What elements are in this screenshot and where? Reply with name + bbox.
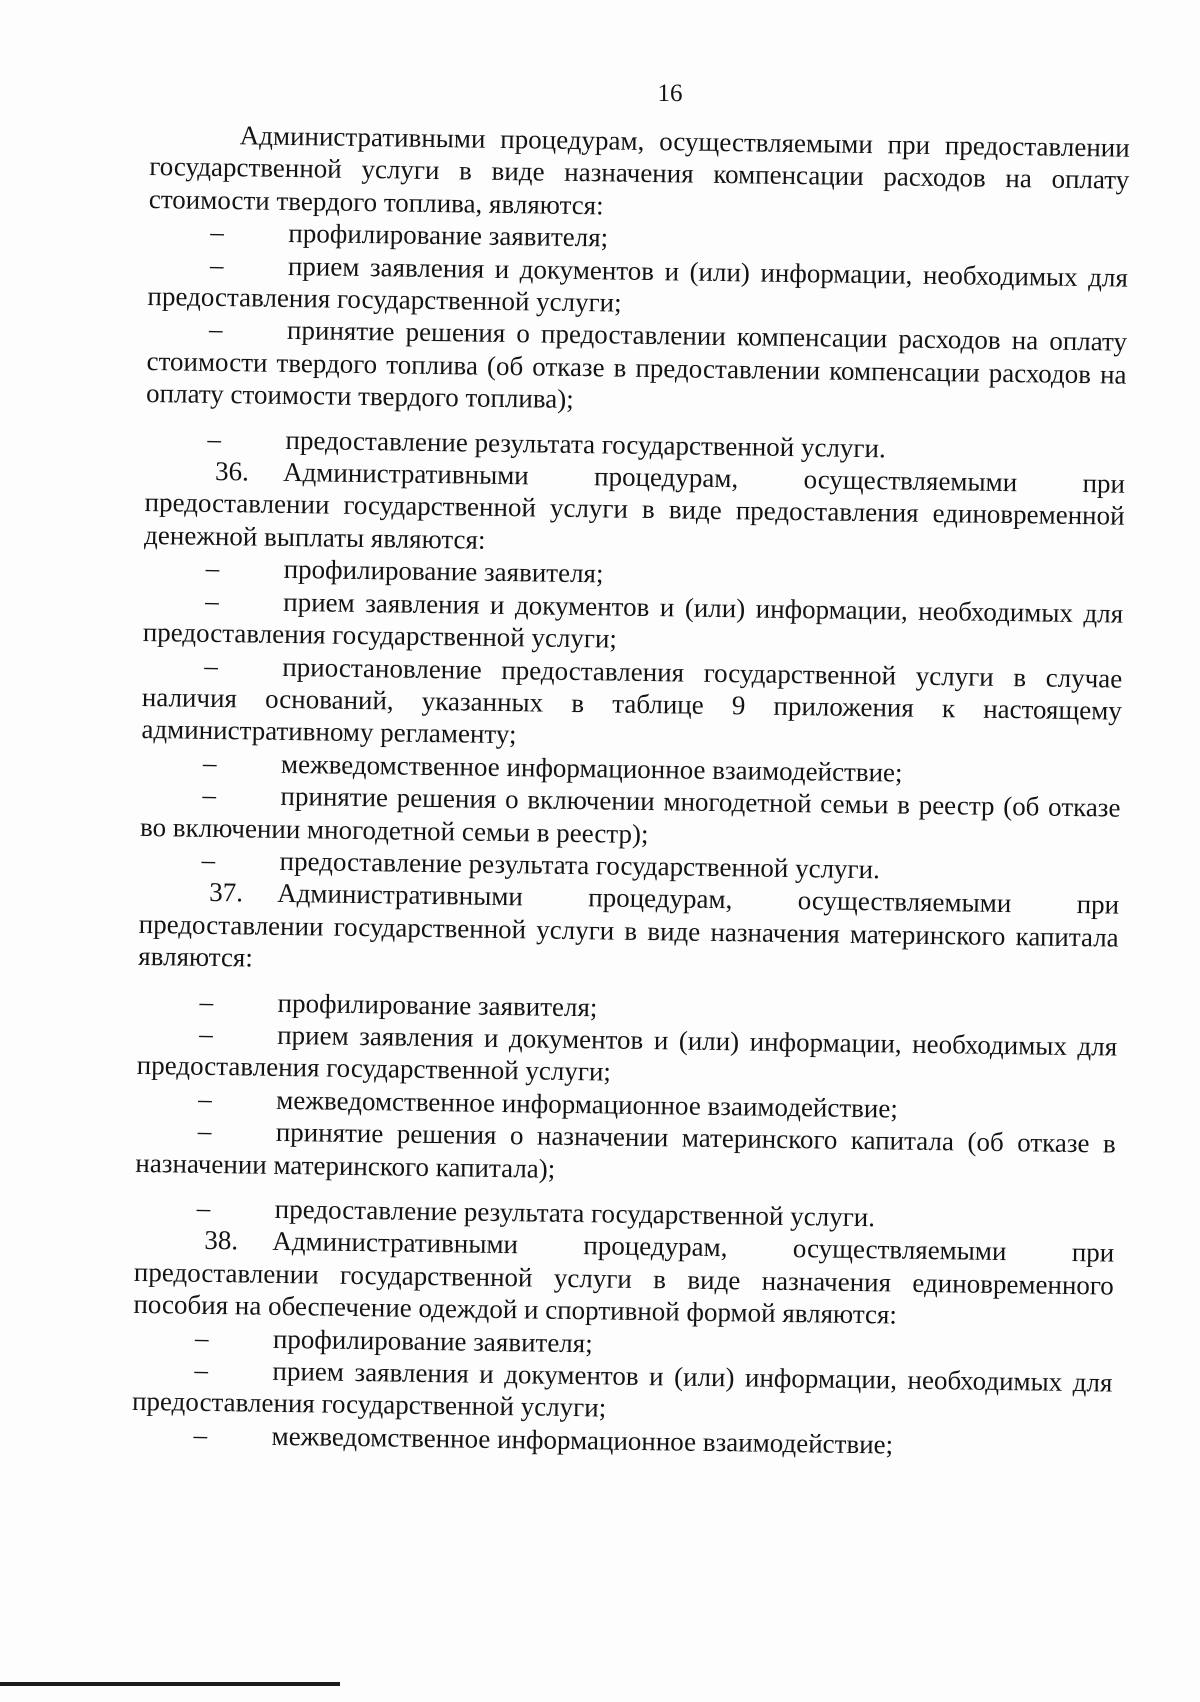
section-number: 37.: [208, 877, 244, 908]
list-item: – принятие решения о назначении материнского капитала (об отказе в назначении материнского капитала);: [135, 1115, 1116, 1184]
list-item: – профилирование заявителя;: [194, 1322, 593, 1358]
section-38: [131, 1223, 1114, 1464]
section-38-heading: 38. Административными процедурам, осуществляемыми при предоставлении государственной услуги в виде назначения единовременного пособия на обеспечение одеждой и спортивной формой являются:: [133, 1225, 1115, 1330]
section-36-heading: 36. Административными процедурам, осуществляемыми при предоставлении государственной услуги в виде предоставления единовременной денежной выплаты являются:: [143, 456, 1126, 555]
list-item: – прием заявления и документов и (или) информации, необходимых для предоставления государственной услуги;: [131, 1354, 1113, 1423]
intro-paragraph: Административными процедурам, осуществляемыми при предоставлении государственной услуги в виде назначения компенсации расходов на оплату стоимости твердого топлива, являются:: [148, 120, 1130, 221]
section-36: [139, 454, 1125, 889]
list-35: [145, 215, 1128, 468]
footer-divider: [0, 1682, 340, 1686]
list-item: – прием заявления и документов и (или) информации, необходимых для предоставления государственной услуги;: [147, 249, 1129, 318]
list-item: – межведомственное информационное взаимодействие;: [198, 1083, 899, 1124]
list-item: – прием заявления и документов и (или) информации, необходимых для предоставления государственной услуги;: [142, 585, 1124, 654]
list-item: – предоставление результата государственной услуги.: [196, 1192, 876, 1233]
section-number: 38.: [204, 1225, 239, 1256]
list-item: – прием заявления и документов и (или) информации, необходимых для предоставления государственной услуги;: [136, 1018, 1118, 1087]
document-body: [131, 118, 1130, 1464]
list-item: – межведомственное информационное взаимодействие;: [202, 747, 903, 788]
list-item: – профилирование заявителя;: [199, 986, 598, 1022]
list-item: – профилирование заявителя;: [210, 217, 609, 253]
section-number: 36.: [214, 456, 250, 487]
list-item: – приостановление предоставления государственной услуги в случае наличия оснований, указанных в таблице 9 приложения к настоящему административному регламенту;: [141, 650, 1123, 750]
list-item: – предоставление результата государственной услуги.: [201, 844, 881, 885]
list-item: – предоставление результата государственной услуги.: [207, 423, 886, 463]
list-item: – принятие решения о включении многодетной семьи в реестр (об отказе во включении многодетной семьи в реестр);: [139, 779, 1121, 849]
page-number: 16: [657, 80, 683, 107]
section-37: [135, 875, 1120, 1237]
list-item: – профилирование заявителя;: [205, 553, 604, 589]
section-37-heading: 37. Административными процедурам, осуществляемыми при предоставлении государственной услуги в виде назначения материнского капитала являются:: [138, 877, 1120, 973]
list-item: – межведомственное информационное взаимодействие;: [193, 1419, 894, 1460]
list-item: – принятие решения о предоставлении компенсации расходов на оплату стоимости твердого топлива (об отказе в предоставлении компенсации расходов на оплату стоимости твердого топлива);: [145, 314, 1128, 415]
